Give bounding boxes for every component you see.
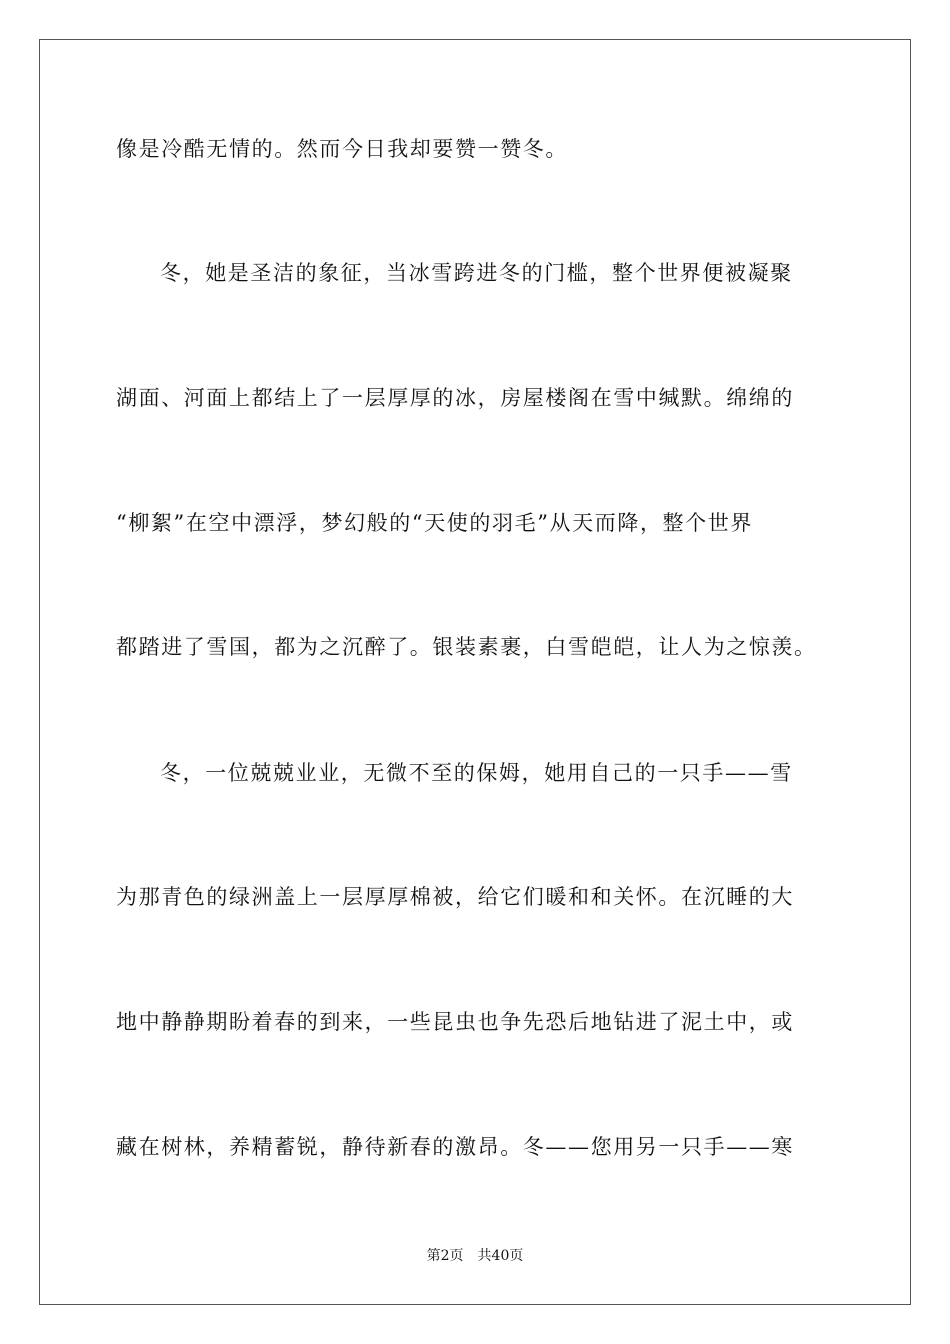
page-total: 共40页 [477, 1248, 524, 1264]
page-border [39, 39, 911, 1305]
text-line-1: 像是冷酷无情的。然而今日我却要赞一赞冬。 [116, 137, 568, 161]
page-footer [0, 1245, 950, 1265]
text-line-5: 都踏进了雪国，都为之沉醉了。银装素裹，白雪皑皑，让人为之惊羡。 [116, 635, 817, 659]
text-line-8: 地中静静期盼着春的到来，一些昆虫也争先恐后地钻进了泥土中，或 [116, 1010, 794, 1034]
text-line-7: 为那青色的绿洲盖上一层厚厚棉被，给它们暖和和关怀。在沉睡的大 [116, 885, 794, 909]
text-line-4: “柳絮”在空中漂浮，梦幻般的“天使的羽毛”从天而降，整个世界 [116, 511, 753, 535]
text-line-9: 藏在树林，养精蓄锐，静待新春的激昂。冬——您用另一只手——寒 [116, 1135, 794, 1159]
text-line-6: 冬，一位兢兢业业，无微不至的保姆，她用自己的一只手——雪 [160, 761, 793, 785]
text-line-3: 湖面、河面上都结上了一层厚厚的冰，房屋楼阁在雪中缄默。绵绵的 [116, 386, 794, 410]
text-line-2: 冬，她是圣洁的象征，当冰雪跨进冬的门槛，整个世界便被凝聚 [160, 261, 793, 285]
page-number: 第2页 [426, 1248, 464, 1264]
